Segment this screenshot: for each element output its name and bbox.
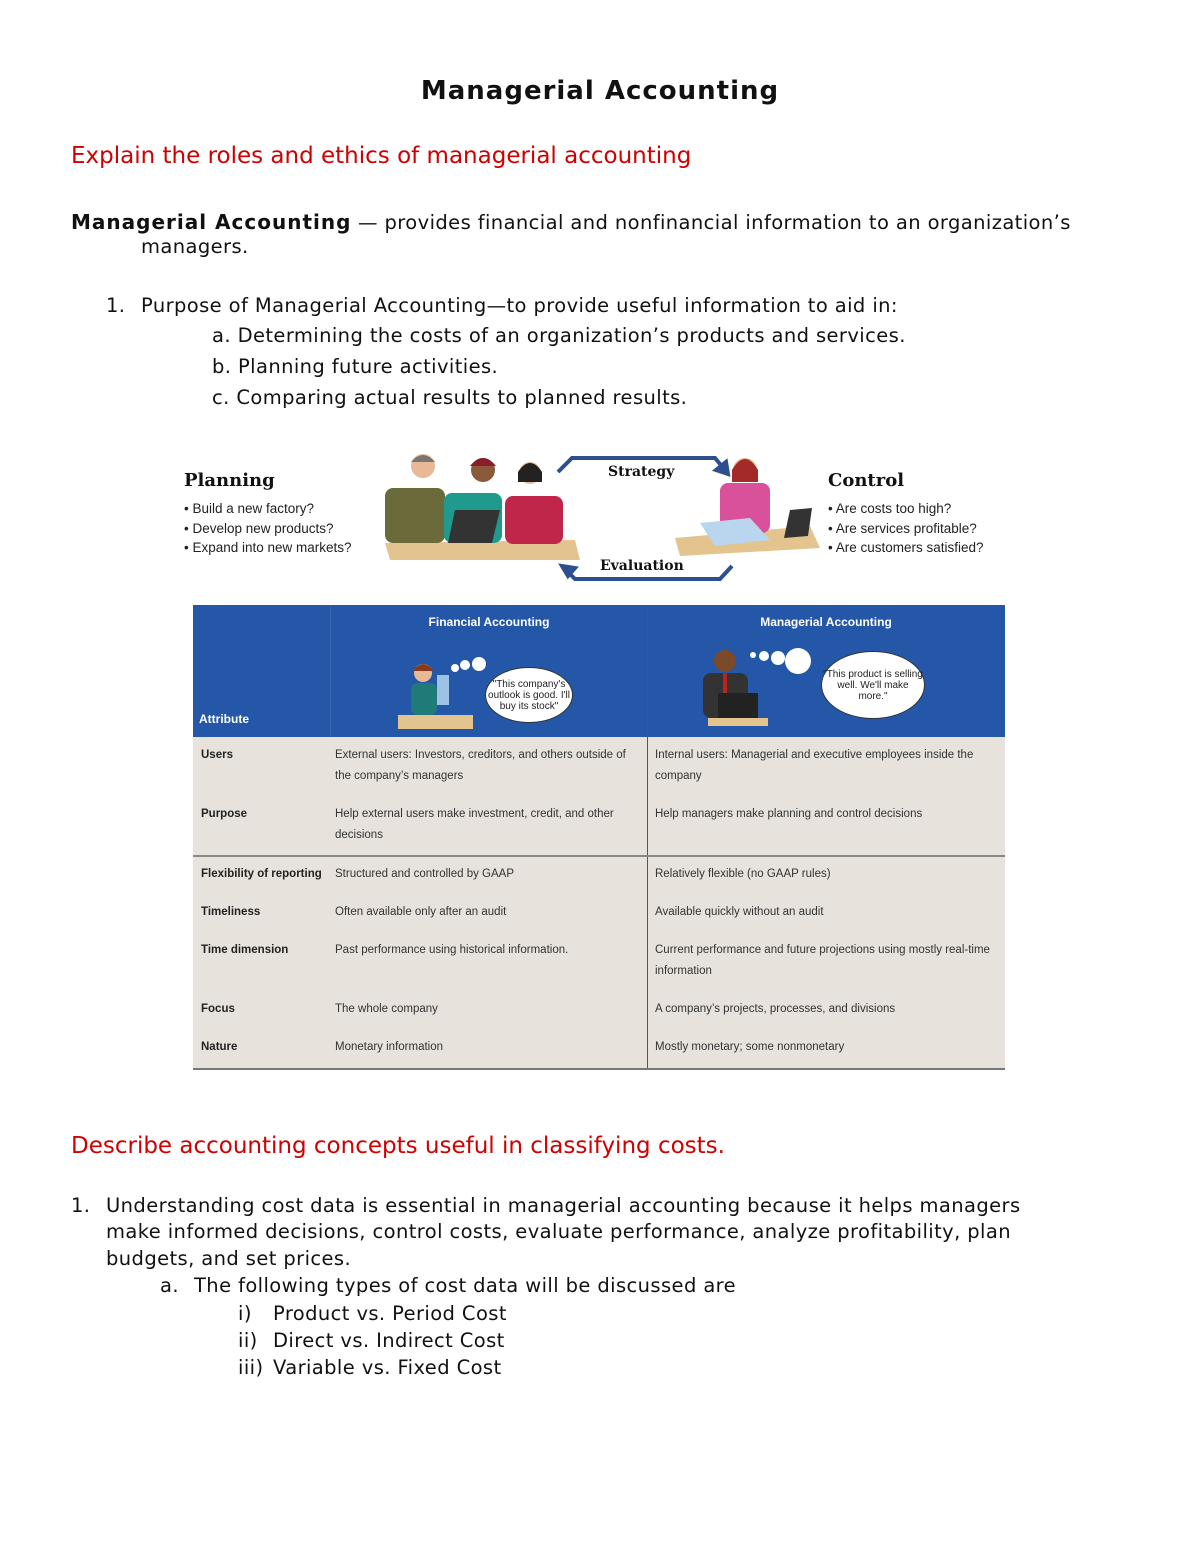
row-divider <box>193 855 1005 857</box>
table-cell-managerial: Mostly monetary; some nonmonetary <box>655 1041 845 1053</box>
table-cell-financial: Structured and controlled by GAAP <box>335 868 514 880</box>
table-cell-attribute: Flexibility of reporting <box>201 868 322 880</box>
manager-icon <box>698 643 818 728</box>
sub-text: Planning future activities. <box>238 355 499 378</box>
table-cell-managerial: Current performance and future projections using mostly real-time information <box>655 944 990 977</box>
list-number: 1. <box>106 294 126 317</box>
control-item: • Are customers satisfied? <box>828 540 984 555</box>
sub-item <box>212 355 498 378</box>
control-heading: Control <box>828 470 905 491</box>
team-meeting-icon <box>385 454 580 560</box>
sub-text: Comparing actual results to planned results. <box>236 386 688 409</box>
list-item-line: make informed decisions, control costs, evaluate performance, analyze profitability, plan <box>106 1220 1011 1243</box>
list-item-line: Understanding cost data is essential in managerial accounting because it helps managers <box>106 1194 1021 1217</box>
definition-text: — provides financial and nonfinancial information to an organization’s <box>351 211 1071 234</box>
investor-icon <box>393 655 493 730</box>
table-cell-financial: Often available only after an audit <box>335 906 507 918</box>
table-cell-managerial: Internal users: Managerial and executive employees inside the company <box>655 749 974 782</box>
list-item-line: budgets, and set prices. <box>106 1247 352 1270</box>
evaluation-label: Evaluation <box>600 558 684 574</box>
table-cell-managerial: A company’s projects, processes, and divisions <box>655 1003 896 1015</box>
planning-heading: Planning <box>184 470 275 491</box>
control-item: • Are costs too high? <box>828 501 952 516</box>
table-cell-attribute: Timeliness <box>201 906 261 918</box>
section-heading-costs: Describe accounting concepts useful in classifying costs. <box>71 1133 725 1159</box>
planning-item: • Develop new products? <box>184 520 334 536</box>
sub-item <box>212 386 687 409</box>
type-text: Direct vs. Indirect Cost <box>273 1329 505 1352</box>
list-item: Purpose of Managerial Accounting—to provide useful information to aid in: <box>141 294 898 317</box>
definition <box>71 210 1071 234</box>
table-cell-attribute: Focus <box>201 1003 235 1015</box>
table-cell-financial: The whole company <box>335 1003 438 1015</box>
sub-text: The following types of cost data will be discussed are <box>194 1274 737 1297</box>
type-text: Variable vs. Fixed Cost <box>273 1356 502 1379</box>
type-text: Product vs. Period Cost <box>273 1302 507 1325</box>
planning-control-figure <box>180 448 1020 588</box>
definition-term: Managerial Accounting <box>71 210 352 234</box>
list-number: 1. <box>71 1194 91 1217</box>
table-cell-financial: Monetary information <box>335 1041 444 1053</box>
header-attribute: Attribute <box>199 712 249 726</box>
table-cell-managerial: Help managers make planning and control decisions <box>655 808 923 820</box>
table-cell-managerial: Available quickly without an audit <box>655 906 824 918</box>
sub-label: b. <box>212 355 232 378</box>
table-cell-financial: Help external users make investment, credit, and other decisions <box>335 808 614 841</box>
table-cell-managerial: Relatively flexible (no GAAP rules) <box>655 868 831 880</box>
sub-label: c. <box>212 386 230 409</box>
table-cell-financial: Past performance using historical information. <box>335 944 569 956</box>
sub-label: a. <box>212 324 231 347</box>
page-title: Managerial Accounting <box>420 76 780 106</box>
planning-item: • Expand into new markets? <box>184 540 352 555</box>
sub-item <box>212 324 906 347</box>
table-cell-financial: External users: Investors, creditors, and others outside of the company’s managers <box>335 749 626 782</box>
table-cell-attribute: Time dimension <box>201 944 289 956</box>
type-label: ii) <box>238 1329 258 1352</box>
type-label: i) <box>238 1302 252 1325</box>
table-cell-attribute: Nature <box>201 1041 238 1053</box>
sub-label: a. <box>160 1274 179 1297</box>
control-item: • Are services profitable? <box>828 520 977 536</box>
table-cell-attribute: Users <box>201 749 233 761</box>
definition-continued: managers. <box>141 235 249 258</box>
header-managerial: Managerial Accounting <box>760 615 892 629</box>
planning-item: • Build a new factory? <box>184 501 315 516</box>
strategy-label: Strategy <box>608 464 675 480</box>
type-label: iii) <box>238 1356 264 1379</box>
managerial-quote-bubble: "This product is selling well. We'll make more." <box>821 651 925 719</box>
table-cell-attribute: Purpose <box>201 808 248 820</box>
financial-quote-bubble: "This company's outlook is good. I'll buy its stock" <box>485 667 573 723</box>
header-financial: Financial Accounting <box>428 615 550 629</box>
manager-desk-icon <box>675 458 820 556</box>
comparison-table <box>193 605 1005 1070</box>
column-divider <box>647 605 648 1068</box>
section-heading-roles: Explain the roles and ethics of managerial accounting <box>71 143 692 169</box>
sub-text: Determining the costs of an organization’s products and services. <box>237 324 906 347</box>
